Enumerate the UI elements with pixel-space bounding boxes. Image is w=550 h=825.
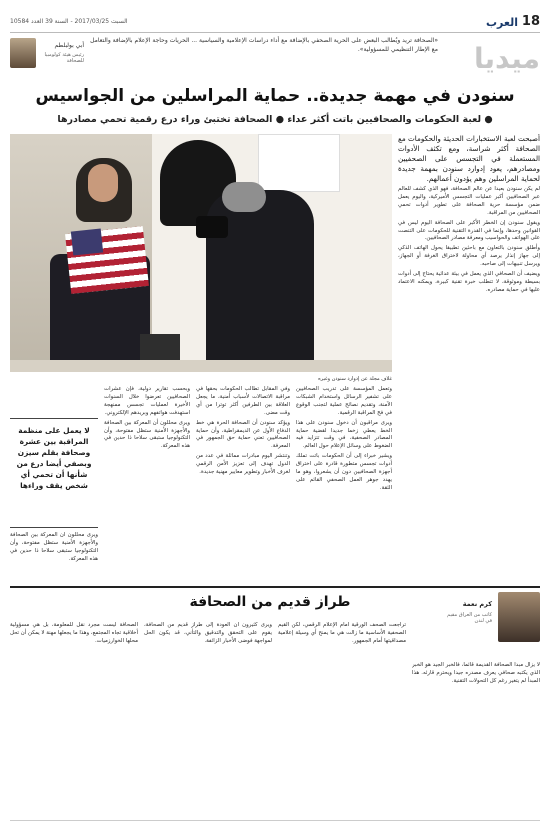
page-header (10, 14, 540, 33)
article-paragraph: تراجعت الصحف الورقية أمام الإعلام الرقمي، لكن القيم الصحفية الأساسية ما زالت هي ما يمنح أي وسيلة إعلامية مصداقيتها أمام الجمهور. (278, 622, 406, 644)
studio-softbox (258, 134, 340, 192)
subject-face (88, 164, 118, 202)
author-role: كاتب من العراق مقيم في لندن (447, 612, 492, 624)
article-paragraph: ويضيف أن الصحافي الذي يعمل في بيئة عدائية يحتاج إلى أدوات بسيطة وموثوقة، لا تتطلب خبرة تقنية كبيرة، ويمكنه الاعتماد عليها في حماية مصادره. (398, 271, 540, 293)
article-paragraph: لم يكن سنودن بعيدا عن عالم الصحافة، فهو الذي كشف للعالم عبر الصحافيين أكبر عمليات التجسس الأميركية، واليوم يعمل ضمن مؤسسة حرية الصحافة على تطوير أدوات تحمي الصحافيين من المراقبة. (398, 186, 540, 216)
quote-author (10, 38, 82, 70)
body-column (296, 386, 392, 580)
quote-author-role: رئيس هيئة كولومبيا للصحافة (44, 52, 84, 64)
lead-column (398, 134, 540, 574)
article-paragraph: لا يزال مبدأ الصحافة القديمة قائما، فالخبر الجيد هو الخبر الذي يكتبه صحافي يعرف مصدره جيدا ويحترم قارئه. هذا المبدأ لم يتغير رغم كل التحولات التقنية. (412, 662, 540, 684)
article-paragraph: وأطلق سنودن بالتعاون مع باحثين تطبيقا يحول الهاتف الذكي إلى جهاز إنذار يرصد أي محاولة لاختراق الغرفة أو الجهاز، ويرسل تنبيهات إلى صاحبه. (398, 245, 540, 268)
article-paragraph: وفي المقابل تطالب الحكومات بحقها في مراقبة الاتصالات لأسباب أمنية، ما يجعل العلاقة بين الطرفين أكثر توترا من أي وقت مضى. (196, 386, 290, 416)
pull-quote (10, 418, 98, 528)
author-name: كرم نعمة (462, 600, 492, 608)
author-photo (498, 592, 540, 642)
article-paragraph: ويرى كثيرون أن العودة إلى طراز قديم من الصحافة، يقوم على التحقق والتدقيق والتأني، قد يكون الحل لمواجهة فوضى الأخبار الزائفة. (144, 622, 272, 644)
body-column (104, 386, 190, 580)
camera (196, 216, 228, 238)
article-paragraph: ويشير خبراء إلى أن الحكومات باتت تملك أدوات تجسس متطورة قادرة على اختراق أجهزة الصحافيين دون أن يشعروا، وهو ما يهدد جوهر العمل الصحفي القائم على الثقة. (296, 453, 392, 491)
second-article-column (10, 622, 138, 812)
article-paragraph: الصحافة ليست مجرد نقل للمعلومة، بل هي مسؤولية أخلاقية تجاه المجتمع، وهذا ما يجعلها مهنة لا يمكن أن تحل محلها الخوارزميات. (10, 622, 138, 644)
article-photo (10, 134, 392, 372)
body-column (10, 532, 98, 580)
article-paragraph: وتعمل المؤسسة على تدريب الصحافيين على تشفير الرسائل واستخدام الشبكات الآمنة، وتقديم نصائح عملية لتجنب الوقوع في فخ المراقبة الرقمية. (296, 386, 392, 416)
header-quote: «الصحافة تريد ويُطالب البعض على الحرية الصحفي بالإضافة مع أداء دراسات الإعلامية والسياسية ... الحريات وحاجة الإعلام بالإضافة والتعامل مع الإطار التنظيمي للمسؤولية». (90, 37, 438, 53)
article-divider (10, 586, 540, 588)
page-number: 18 (521, 14, 540, 29)
second-article-byline (440, 592, 540, 658)
body-column (196, 386, 290, 580)
article-paragraph: ويرى مراقبون أن دخول سنودن على هذا الخط يعطي زخما جديدا لقضية حماية المصادر الصحفية، في وقت تتزايد فيه الضغوط على وسائل الإعلام حول العالم. (296, 419, 392, 450)
page-footer-rule (10, 820, 540, 821)
pull-quote-text: لا يعمل على منظمة المراقبة بين عشرة وصحافة بقلم سيزن وبصفي أيضا درع من شأنها أن تحمي أي شخص يقف وراءها (16, 426, 92, 490)
quote-author-photo (10, 38, 36, 68)
second-article-column (144, 622, 272, 812)
quote-author-name: أبي بولبلطم (54, 42, 84, 49)
article-paragraph: وتنتشر اليوم مبادرات مماثلة في عدد من الدول تهدف إلى تعزيز الأمن الرقمي لغرف الأخبار وتطوير معايير مهنية جديدة. (196, 453, 290, 476)
article-paragraph: ويرى محللون أن المعركة بين الصحافة والأجهزة الأمنية ستظل مفتوحة، وأن التكنولوجيا ستبقى سلاحا ذا حدين في هذه المعركة. (104, 419, 190, 450)
section-title: ميديا (474, 42, 540, 75)
main-headline: سنودن في مهمة جديدة.. حماية المراسلين من الجواسيس (35, 86, 515, 106)
article-paragraph: وبحسب تقارير دولية، فإن عشرات الصحافيين تعرضوا خلال السنوات الأخيرة لعمليات تجسس ممنهجة استهدفت هواتفهم وبريدهم الإلكتروني. (104, 386, 190, 416)
article-paragraph: ويرى محللون أن المعركة بين الصحافة والأجهزة الأمنية ستظل مفتوحة، وأن التكنولوجيا ستبقى سلاحا ذا حدين في هذه المعركة. (10, 532, 98, 562)
second-article-headline: طراز قديم من الصحافة (189, 594, 351, 610)
lead-paragraph: أصبحت لعبة الاستخبارات الحديثة والحكومات مع الصحافة أكثر شراسة، ومع تكثف الأدوات المستعملة في التجسس على الصحفيين ومصادرهم، يعود إدوارد سنودن بمهمة جديدة لحماية المراسلين وهم يؤدون أعمالهم. (398, 134, 540, 183)
newspaper-logo: العرب (485, 16, 518, 29)
second-article-column (278, 622, 406, 812)
photo-caption: غلاف مجلة عن إدوارد سنودن وغيره (318, 376, 392, 382)
sub-headline: ● لعبة الحكومات والصحافيين باتت أكثر عداء ● الصحافة تختبئ وراء درع رقمية تحمي مصادرها (57, 114, 493, 125)
article-paragraph: ويقول سنودن إن الخطر الأكبر على الصحافة اليوم ليس في القوانين وحدها، وإنما في القدرة التقنية للحكومات على التنصت على الهواتف والحواسيب ومعرفة مصادر الصحافيين. (398, 219, 540, 242)
second-article-column (412, 662, 540, 812)
article-paragraph: ويؤكد سنودن أن الصحافة الحرة هي خط الدفاع الأول عن الديمقراطية، وأن حماية الصحافيين تعني حماية حق الجمهور في المعرفة. (196, 419, 290, 450)
date-line: السبت 2017/03/25 - السنة 39 العدد 10584 (10, 18, 128, 25)
